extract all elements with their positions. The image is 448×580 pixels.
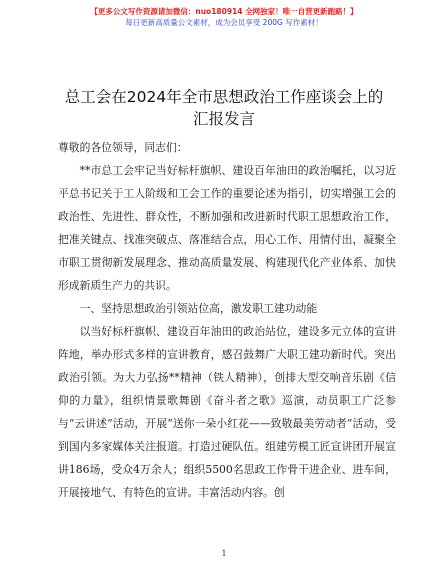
intro-paragraph: **市总工会牢记当好标杆旗帜、建设百年油田的政治嘱托，以习近平总书记关于工人阶级和工会工作的重要论述为指引，切实增强工会的政治性、先进性、群众性，不断加强和改进新时代职工思想政治工作，把准关键点、找准突破点、落准结合点，用心工作、用情付出，凝聚全市职工贯彻新发展理念、推动高质量发展、构建现代化产业体系、加快形成新质生产力的共识。 — [58, 164, 396, 292]
page-number: 1 — [221, 549, 227, 558]
document-title-line1: 总工会在2024年全市思想政治工作座谈会上的 — [64, 88, 384, 106]
section-heading: 一、坚持思想政治引领站位高，激发职工建功动能 — [79, 302, 318, 315]
document-body — [58, 136, 396, 504]
salutation: 尊敬的各位领导，同志们： — [58, 141, 188, 154]
promo-banner — [0, 6, 448, 28]
document-title — [40, 86, 408, 130]
promo-banner-line2: 每日更新高质量公文素材，成为会员享受 200G 写作素材！ — [125, 18, 323, 27]
promo-banner-line1: 【更多公文写作资源请加微信：nuo180914 全网独家！唯一自营更新跑路！】 — [90, 7, 358, 16]
section-paragraph: 以当好标杆旗帜、建设百年油田的政治站位，建设多元立体的宣讲阵地，举办形式多样的宣讲教育，感召鼓舞广大职工建功新时代。突出政治引领。为大力弘扬**精神（铁人精神），创排大型交响音乐剧《信仰的力量》，组织情景歌舞剧《奋斗者之歌》巡演，动员职工广泛参与“云讲述”活动，开展“送你一朵小红花——致敬最美劳动者”活动，受到国内多家媒体关注报道。打造过硬队伍。组建劳模工匠宣讲团开展宣讲186场，受众4万余人；组织5500名思政工作骨干进企业、进车间，开展接地气、有特色的宣讲。丰富活动内容。创 — [58, 325, 396, 499]
document-title-line2: 汇报发言 — [192, 110, 255, 128]
